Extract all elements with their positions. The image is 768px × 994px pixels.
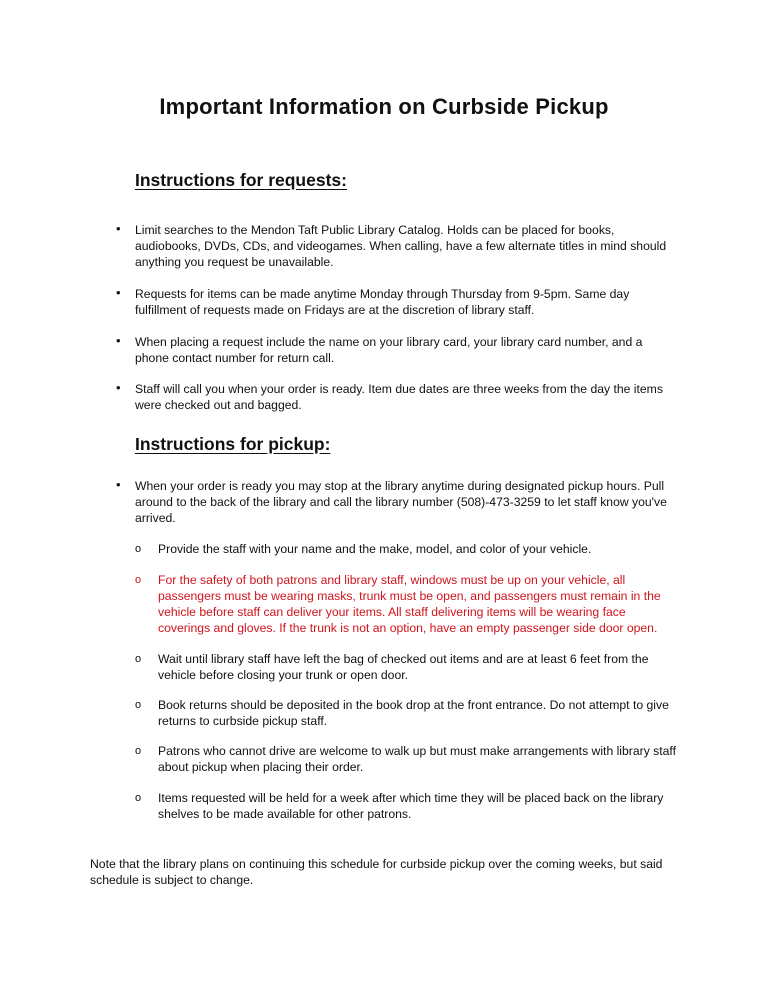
request-item-text: Staff will call you when your order is ready. Item due dates are three weeks from the day the items were checked out and bagged. (135, 382, 663, 412)
request-item-text: Requests for items can be made anytime Monday through Thursday from 9-5pm. Same day fulfillment of requests made on Fridays are at the discretion of library staff. (135, 287, 630, 317)
pickup-sub-item-text: Provide the staff with your name and the make, model, and color of your vehicle. (158, 542, 592, 556)
request-item-text: Limit searches to the Mendon Taft Public Library Catalog. Holds can be placed for books, audiobooks, DVDs, CDs, and videogames. When calling, have a few alternate titles in mind should anything you request be unavailable. (135, 223, 667, 269)
page-title: Important Information on Curbside Pickup (159, 94, 609, 119)
pickup-sub-item-text: Patrons who cannot drive are welcome to walk up but must make arrangements with library staff about pickup when placing their order. (158, 744, 676, 774)
sub-bullet-icon: o (135, 574, 142, 586)
pickup-sub-item-text: For the safety of both patrons and library staff, windows must be up on your vehicle, all passengers must be wearing masks, trunk must be open, and passengers must remain in the vehicle before staff can deliver your items. All staff delivering items will be wearing face coverings and gloves. If the trunk is not an option, have an empty passenger side door open. (158, 573, 661, 635)
pickup-heading: Instructions for pickup: (135, 434, 331, 454)
bullet-icon: • (116, 380, 121, 395)
bullet-icon: • (116, 477, 121, 492)
pickup-sub-item-text: Items requested will be held for a week after which time they will be placed back on the library shelves to be made available for other patrons. (158, 791, 664, 821)
sub-bullet-icon: o (135, 792, 142, 804)
sub-bullet-icon: o (135, 699, 142, 711)
requests-heading: Instructions for requests: (135, 170, 347, 190)
pickup-sub-item-text: Wait until library staff have left the bag of checked out items and are at least 6 feet from the vehicle before closing your trunk or open door. (158, 652, 649, 682)
bullet-icon: • (116, 221, 121, 236)
closing-note: Note that the library plans on continuing this schedule for curbside pickup over the coming weeks, but said schedule is subject to change. (90, 857, 663, 887)
bullet-icon: • (116, 333, 121, 348)
request-item-text: When placing a request include the name on your library card, your library card number, and a phone contact number for return call. (135, 335, 643, 365)
sub-bullet-icon: o (135, 543, 142, 555)
pickup-item-text: When your order is ready you may stop at the library anytime during designated pickup hours. Pull around to the back of the library and call the library number (508)-473-3259 to let staff know you've arrived. (135, 479, 667, 525)
sub-bullet-icon: o (135, 745, 142, 757)
bullet-icon: • (116, 285, 121, 300)
pickup-sub-item-text: Book returns should be deposited in the book drop at the front entrance. Do not attempt to give returns to curbside pickup staff. (158, 698, 669, 728)
sub-bullet-icon: o (135, 653, 142, 665)
